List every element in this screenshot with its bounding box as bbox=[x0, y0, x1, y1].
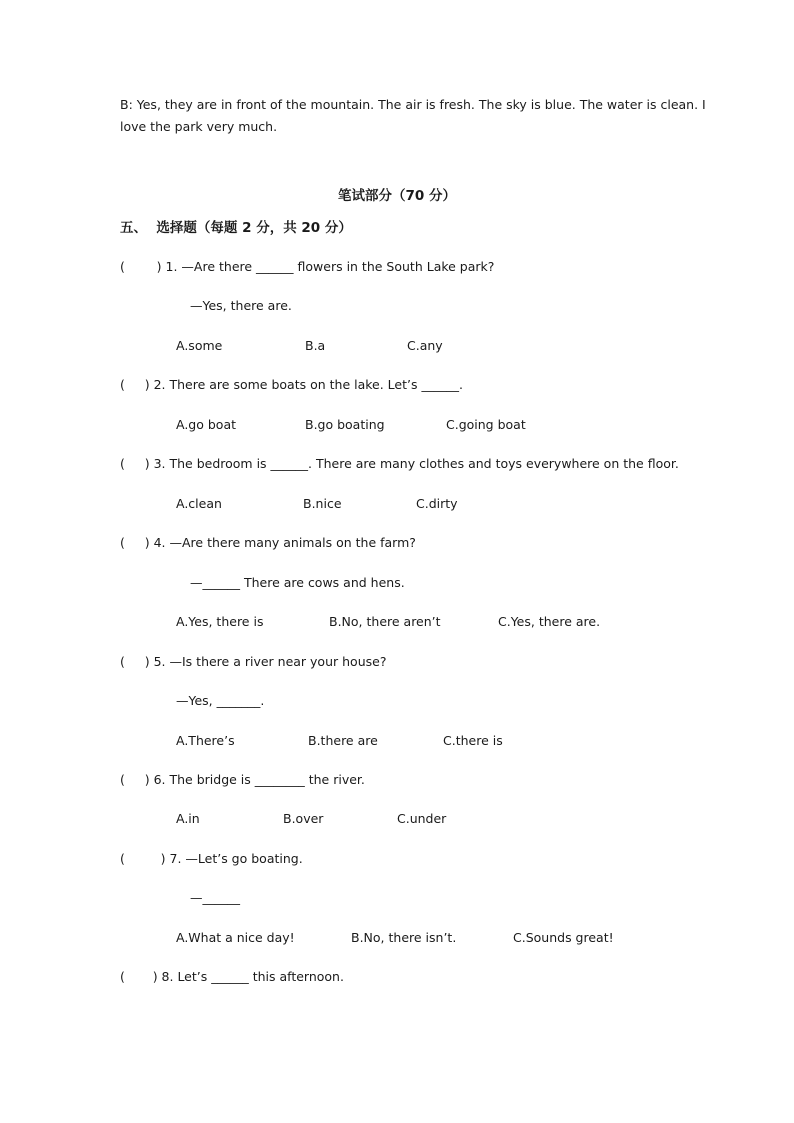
question-1-option-b: B.a bbox=[305, 338, 326, 353]
question-5-option-a: A.There’s bbox=[176, 733, 235, 748]
question-3-stem: ( ) 3. The bedroom is ______. There are many clothes and toys everywhere on the floor. bbox=[120, 456, 679, 471]
question-1-option-a: A.some bbox=[176, 338, 223, 353]
question-7-option-b: B.No, there isn’t. bbox=[351, 930, 457, 945]
question-4-option-a: A.Yes, there is bbox=[176, 614, 264, 629]
question-5-option-b: B.there are bbox=[308, 733, 378, 748]
question-6-option-a: A.in bbox=[176, 811, 200, 826]
question-7-option-a: A.What a nice day! bbox=[176, 930, 295, 945]
question-6-option-b: B.over bbox=[283, 811, 324, 826]
question-4-option-b: B.No, there aren’t bbox=[329, 614, 441, 629]
question-5-stem: ( ) 5. —Is there a river near your house? bbox=[120, 654, 387, 669]
question-6-stem: ( ) 6. The bridge is ________ the river. bbox=[120, 772, 365, 787]
question-5-option-c: C.there is bbox=[443, 733, 503, 748]
question-7-stem: ( ) 7. —Let’s go boating. bbox=[120, 851, 303, 866]
question-1-answer-line: —Yes, there are. bbox=[190, 298, 292, 313]
question-4-answer-line: —______ There are cows and hens. bbox=[190, 575, 405, 590]
question-2-stem: ( ) 2. There are some boats on the lake. Let’s ______. bbox=[120, 377, 463, 392]
question-1-option-c: C.any bbox=[407, 338, 443, 353]
section-heading: 五、 选择题（每题 2 分，共 20 分） bbox=[120, 220, 352, 236]
question-5-answer-line: —Yes, _______. bbox=[176, 693, 265, 708]
question-3-option-a: A.clean bbox=[176, 496, 222, 511]
question-2-option-c: C.going boat bbox=[446, 417, 526, 432]
passage-line-2: love the park very much. bbox=[120, 119, 278, 134]
question-7-option-c: C.Sounds great! bbox=[513, 930, 614, 945]
question-6-option-c: C.under bbox=[397, 811, 447, 826]
question-4-stem: ( ) 4. —Are there many animals on the farm? bbox=[120, 535, 416, 550]
passage-line-1: B: Yes, they are in front of the mountain. The air is fresh. The sky is blue. The water is clean. I bbox=[120, 97, 706, 112]
question-8-stem: ( ) 8. Let’s ______ this afternoon. bbox=[120, 969, 344, 984]
question-2-option-b: B.go boating bbox=[305, 417, 385, 432]
question-1-stem: ( ) 1. —Are there ______ flowers in the South Lake park? bbox=[120, 259, 495, 274]
question-2-option-a: A.go boat bbox=[176, 417, 237, 432]
question-7-answer-line: —______ bbox=[190, 890, 240, 905]
question-4-option-c: C.Yes, there are. bbox=[498, 614, 601, 629]
question-3-option-c: C.dirty bbox=[416, 496, 458, 511]
section-title: 笔试部分（70 分） bbox=[338, 188, 456, 204]
question-3-option-b: B.nice bbox=[303, 496, 342, 511]
